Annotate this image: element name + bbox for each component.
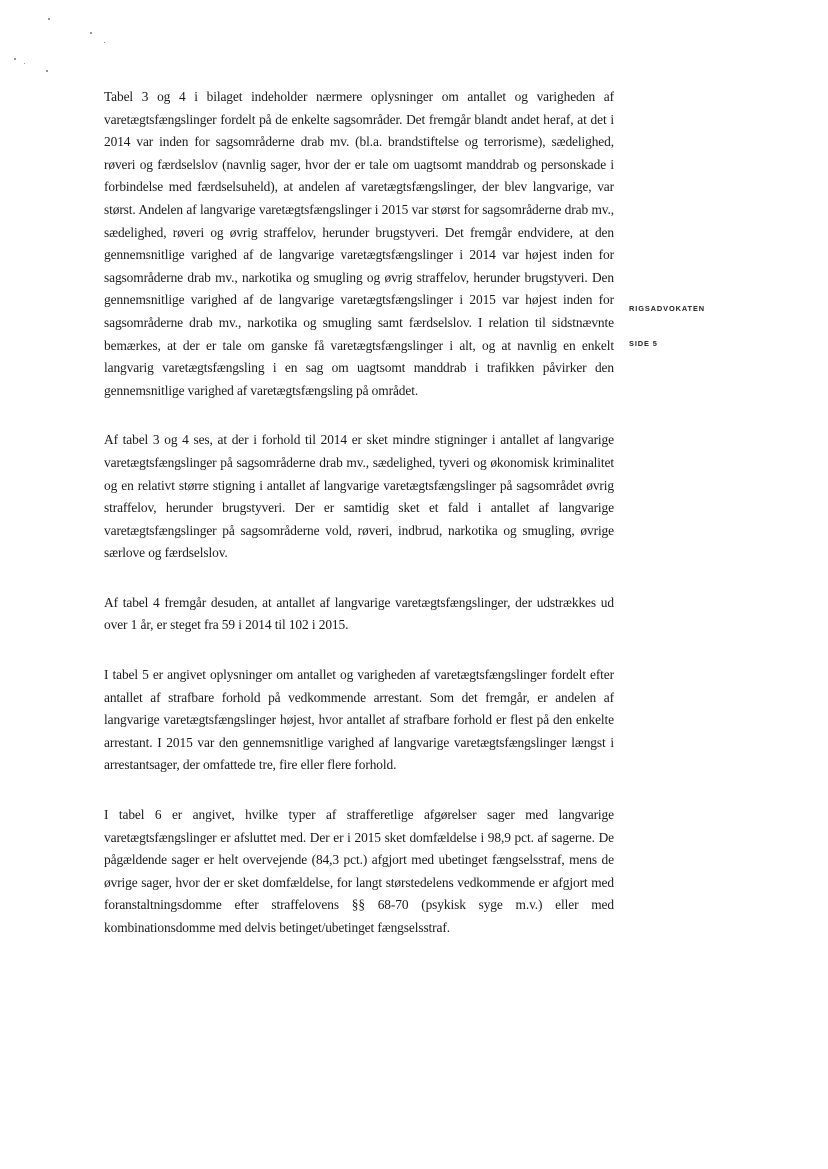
paragraph-4: I tabel 5 er angivet oplysninger om antallet og varigheden af varetægtsfængslinger fordelt efter antallet af strafbare forhold på vedkommende arrestant. Som det fremgår, er andelen af langvarige varetægtsfængslinger højest, hvor antallet af strafbare forhold er flest på den enkelte arrestant. I 2015 var den gennemsnitlige varighed af langvarige varetægtsfængslinger længst i arrestantsager, der omfattede tre, fire eller flere forhold. [104,667,614,773]
paragraph-2: Af tabel 3 og 4 ses, at der i forhold til 2014 er sket mindre stigninger i antallet af langvarige varetægtsfængslinger på sagsområderne drab mv., sædelighed, tyveri og økonomisk kriminalitet og en relativt større stigning i antallet af langvarige varetægtsfængslinger på sagsområdet øvrig straffelov, herunder brugstyveri. Der er samtidig sket et fald i antallet af langvarige varetægtsfængslinger på sagsområderne vold, røveri, indbrud, narkotika og smugling, øvrige særlove og færdselslov. [104,432,614,561]
paragraph-1: Tabel 3 og 4 i bilaget indeholder nærmere oplysninger om antallet og varigheden af varetægtsfængslinger fordelt på de enkelte sagsområder. Det fremgår blandt andet heraf, at det i 2014 var inden for sagsområderne drab mv. (bl.a. brandstiftelse og terrorisme), sædelighed, røveri og færdselslov (navnlig sager, hvor der er tale om uagtsomt manddrab og personskade i forbindelse med færdselsuheld), at andelen af varetægtsfængslinger, der blev langvarige, var størst. Andelen af langvarige varetægtsfængslinger i 2015 var størst for sagsområderne drab mv., sædelighed, røveri og øvrig straffelov, herunder brugstyveri. Det fremgår endvidere, at den gennemsnitlige varighed af de langvarige varetægtsfængslinger i 2014 var højest inden for sagsområderne drab mv., narkotika og smugling og øvrig straffelov, herunder brugstyveri. Den gennemsnitlige varighed af de langvarige varetægtsfængslinger i 2015 var højest inden for sagsområderne drab mv., narkotika og smugling samt færdselslov. I relation til sidstnævnte bemærkes, at der er tale om ganske få varetægtsfængslinger i alt, og at navnlig en enkelt langvarig varetægtsfængsling i en sag om uagtsomt manddrab i trafikken påvirker den gennemsnitlige varighed af varetægtsfængsling på området. [104,89,614,398]
sidebar-page-number: SIDE 5 [629,339,658,348]
scan-speck [48,18,50,20]
paragraph-3: Af tabel 4 fremgår desuden, at antallet af langvarige varetægtsfængslinger, der udstrækkes ud over 1 år, er steget fra 59 i 2014 til 102 i 2015. [104,594,614,633]
scan-speck [46,70,48,72]
body-text [104,86,614,967]
scan-speck [104,42,105,43]
paragraph-5: I tabel 6 er angivet, hvilke typer af strafferetlige afgørelser sager med langvarige varetægtsfængslinger er afsluttet med. Der er i 2015 sket domfældelse i 98,9 pct. af sagerne. De pågældende sager er helt overvejende (84,3 pct.) afgjort med ubetinget fængselsstraf, mens de øvrige sager, hvor der er sket domfældelse, for langt størstedelens vedkommende er afgjort med foranstaltningsdomme efter straffelovens §§ 68-70 (psykisk syge m.v.) eller med kombinationsdomme med delvis betinget/ubetinget fængselsstraf. [104,807,614,935]
scan-speck [14,58,16,60]
scan-speck [24,63,25,64]
sidebar-office-name: RIGSADVOKATEN [629,304,706,313]
scan-speck [90,32,92,34]
